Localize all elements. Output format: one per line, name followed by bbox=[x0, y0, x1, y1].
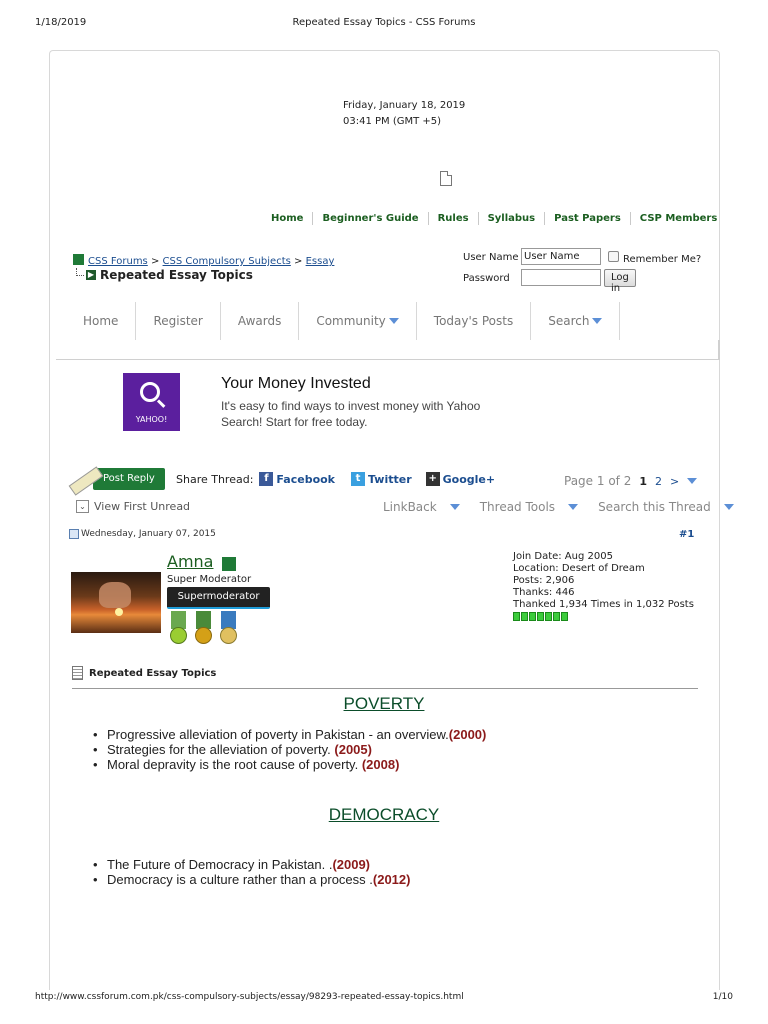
join-date: Join Date: Aug 2005 bbox=[513, 551, 613, 562]
topnav-csp-members[interactable]: CSP Members bbox=[639, 213, 718, 224]
reputation-pip bbox=[513, 612, 520, 621]
nav-register[interactable] bbox=[136, 302, 220, 340]
password-input[interactable] bbox=[521, 269, 601, 286]
print-date: 1/18/2019 bbox=[35, 17, 87, 28]
search-thread-label: Search this Thread bbox=[598, 500, 711, 514]
user-awards bbox=[167, 611, 242, 651]
breadcrumb-compulsory-subjects[interactable]: CSS Compulsory Subjects bbox=[162, 256, 291, 267]
avatar-hand bbox=[99, 582, 131, 608]
topic-year: (2008) bbox=[361, 757, 400, 772]
tree-connector-icon bbox=[76, 268, 84, 276]
reputation-bar bbox=[513, 612, 569, 621]
page-text: Page 1 of 2 bbox=[564, 474, 632, 488]
top-navigation bbox=[262, 212, 726, 225]
nav-community[interactable] bbox=[299, 302, 416, 340]
caret-down-icon bbox=[450, 504, 460, 510]
nav-divider-edge bbox=[718, 340, 720, 360]
list-item bbox=[91, 857, 410, 872]
yahoo-logo-text: YAHOO! bbox=[135, 415, 168, 424]
caret-down-icon bbox=[568, 504, 578, 510]
breadcrumb bbox=[73, 254, 334, 267]
post-reply-group bbox=[67, 466, 165, 492]
print-page-number: 1/10 bbox=[712, 992, 733, 1002]
remember-me-label: Remember Me? bbox=[623, 254, 702, 265]
magnifier-icon bbox=[140, 382, 160, 402]
remember-me-checkbox[interactable] bbox=[608, 251, 619, 262]
topic-text: The Future of Democracy in Pakistan. . bbox=[107, 857, 333, 872]
post-username[interactable]: Amna bbox=[167, 552, 214, 571]
award-medal-icon[interactable] bbox=[217, 611, 240, 651]
nav-divider bbox=[56, 359, 720, 360]
section-heading-poverty: POVERTY bbox=[343, 694, 425, 713]
breadcrumb-essay[interactable]: Essay bbox=[305, 256, 335, 267]
topic-text: Democracy is a culture rather than a process . bbox=[107, 872, 373, 887]
list-item bbox=[91, 727, 486, 742]
post-subject-text: Repeated Essay Topics bbox=[89, 667, 217, 679]
reputation-pip bbox=[537, 612, 544, 621]
current-time: 03:41 PM (GMT +5) bbox=[343, 116, 442, 127]
twitter-label: Twitter bbox=[368, 472, 412, 486]
breadcrumb-separator: > bbox=[150, 256, 160, 267]
share-label: Share Thread: bbox=[176, 472, 254, 486]
username-label: User Name bbox=[463, 252, 519, 263]
linkback-menu[interactable] bbox=[383, 500, 470, 514]
reputation-pip bbox=[529, 612, 536, 621]
user-stats bbox=[513, 551, 694, 611]
post-date-text: Wednesday, January 07, 2015 bbox=[81, 529, 216, 539]
view-first-unread-label: View First Unread bbox=[94, 500, 191, 513]
ad-text: It's easy to find ways to invest money with Yahoo Search! Start for free today. bbox=[221, 399, 481, 429]
nav-awards[interactable] bbox=[221, 302, 299, 340]
list-item bbox=[91, 872, 410, 887]
calendar-icon bbox=[69, 529, 79, 539]
forum-datetime bbox=[343, 98, 465, 130]
nav-todays-posts[interactable] bbox=[417, 302, 531, 340]
nav-todays-posts-label: Today's Posts bbox=[433, 314, 514, 328]
thanked-count: Thanked 1,934 Times in 1,032 Posts bbox=[513, 599, 694, 610]
nav-community-label: Community bbox=[316, 314, 386, 328]
page-next[interactable]: > bbox=[670, 474, 680, 488]
nav-search[interactable] bbox=[531, 302, 620, 340]
reputation-pip bbox=[553, 612, 560, 621]
topnav-past-papers[interactable]: Past Papers bbox=[545, 212, 631, 225]
topic-text: Moral depravity is the root cause of poverty. bbox=[107, 757, 362, 772]
avatar-sun bbox=[115, 608, 123, 616]
caret-down-icon bbox=[389, 318, 399, 324]
print-url: http://www.cssforum.com.pk/css-compulsory-subjects/essay/98293-repeated-essay-topics.html bbox=[35, 992, 464, 1002]
topic-list-poverty bbox=[91, 727, 486, 772]
print-title: Repeated Essay Topics - CSS Forums bbox=[292, 17, 476, 28]
reputation-pip bbox=[561, 612, 568, 621]
username-input[interactable] bbox=[521, 248, 601, 265]
nav-register-label: Register bbox=[153, 314, 203, 328]
document-icon bbox=[72, 666, 83, 680]
post-count: Posts: 2,906 bbox=[513, 575, 575, 586]
award-medal-icon[interactable] bbox=[192, 611, 215, 651]
topic-text: Strategies for the alleviation of poverty. bbox=[107, 742, 335, 757]
nav-awards-label: Awards bbox=[237, 314, 282, 328]
share-thread bbox=[176, 472, 495, 486]
location: Location: Desert of Dream bbox=[513, 563, 645, 574]
breadcrumb-separator: > bbox=[294, 256, 303, 267]
facebook-icon: f bbox=[259, 472, 273, 486]
chevron-down-icon: ⌄ bbox=[76, 500, 89, 513]
googleplus-label: Google+ bbox=[442, 472, 496, 486]
googleplus-icon: + bbox=[426, 472, 440, 486]
topic-year: (2009) bbox=[332, 857, 371, 872]
facebook-label: Facebook bbox=[276, 472, 335, 486]
list-item bbox=[91, 742, 486, 757]
current-date: Friday, January 18, 2019 bbox=[343, 100, 466, 111]
thread-title-text: Repeated Essay Topics bbox=[100, 268, 253, 282]
yahoo-ad-logo[interactable] bbox=[123, 373, 180, 431]
post-divider bbox=[72, 688, 698, 689]
topnav-beginners-guide[interactable]: Beginner's Guide bbox=[313, 212, 428, 225]
nav-search-label: Search bbox=[548, 314, 590, 328]
linkback-label: LinkBack bbox=[383, 500, 437, 514]
topnav-rules[interactable]: Rules bbox=[429, 212, 479, 225]
twitter-icon: t bbox=[351, 472, 365, 486]
broken-image-icon bbox=[440, 171, 452, 186]
thread-tools-menu[interactable] bbox=[480, 500, 588, 514]
topic-year: (2000) bbox=[448, 727, 487, 742]
list-item bbox=[91, 757, 486, 772]
caret-down-icon bbox=[592, 318, 602, 324]
thanks-count: Thanks: 446 bbox=[513, 587, 575, 598]
forum-icon bbox=[73, 254, 84, 265]
thread-toolbar bbox=[383, 500, 754, 514]
pencil-icon bbox=[67, 465, 97, 493]
breadcrumb-css-forums[interactable]: CSS Forums bbox=[88, 256, 148, 267]
post-reply-button[interactable]: Post Reply bbox=[93, 468, 165, 490]
caret-down-icon[interactable] bbox=[687, 478, 697, 484]
page-link-2[interactable]: 2 bbox=[655, 474, 662, 488]
search-thread-menu[interactable] bbox=[598, 500, 744, 514]
topic-text: Progressive alleviation of poverty in Pakistan - an overview. bbox=[107, 727, 449, 742]
thread-title bbox=[76, 268, 253, 282]
post-subject bbox=[72, 666, 216, 680]
topic-year: (2005) bbox=[334, 742, 372, 757]
avatar[interactable] bbox=[71, 572, 161, 633]
ad-title[interactable]: Your Money Invested bbox=[221, 375, 371, 392]
award-medal-icon[interactable] bbox=[167, 611, 190, 651]
password-label: Password bbox=[463, 273, 510, 284]
reputation-pip bbox=[521, 612, 528, 621]
user-title: Super Moderator bbox=[167, 574, 252, 585]
share-twitter[interactable] bbox=[351, 472, 412, 486]
topnav-home[interactable]: Home bbox=[262, 212, 313, 225]
post-number[interactable]: #1 bbox=[679, 529, 695, 540]
share-facebook[interactable] bbox=[259, 472, 335, 486]
login-button[interactable]: Log in bbox=[604, 269, 636, 287]
user-rank-badge: Supermoderator bbox=[167, 587, 270, 609]
main-navigation bbox=[70, 302, 620, 340]
arrow-right-icon: ▶ bbox=[87, 270, 95, 279]
page-frame bbox=[49, 50, 720, 990]
online-status-icon bbox=[222, 557, 236, 571]
topnav-syllabus[interactable]: Syllabus bbox=[479, 212, 546, 225]
topic-year: (2012) bbox=[372, 872, 411, 887]
thread-tools-label: Thread Tools bbox=[479, 500, 556, 514]
magnifier-handle bbox=[157, 399, 165, 407]
caret-down-icon bbox=[724, 504, 734, 510]
nav-home[interactable] bbox=[70, 302, 136, 340]
nav-home-label: Home bbox=[83, 314, 119, 328]
pagination bbox=[564, 474, 697, 488]
post-date bbox=[69, 529, 216, 539]
share-googleplus[interactable] bbox=[426, 472, 495, 486]
topic-list-democracy bbox=[91, 857, 410, 887]
reputation-pip bbox=[545, 612, 552, 621]
page-current: 1 bbox=[639, 474, 647, 488]
view-first-unread[interactable] bbox=[76, 500, 190, 513]
section-heading-democracy: DEMOCRACY bbox=[328, 805, 440, 824]
